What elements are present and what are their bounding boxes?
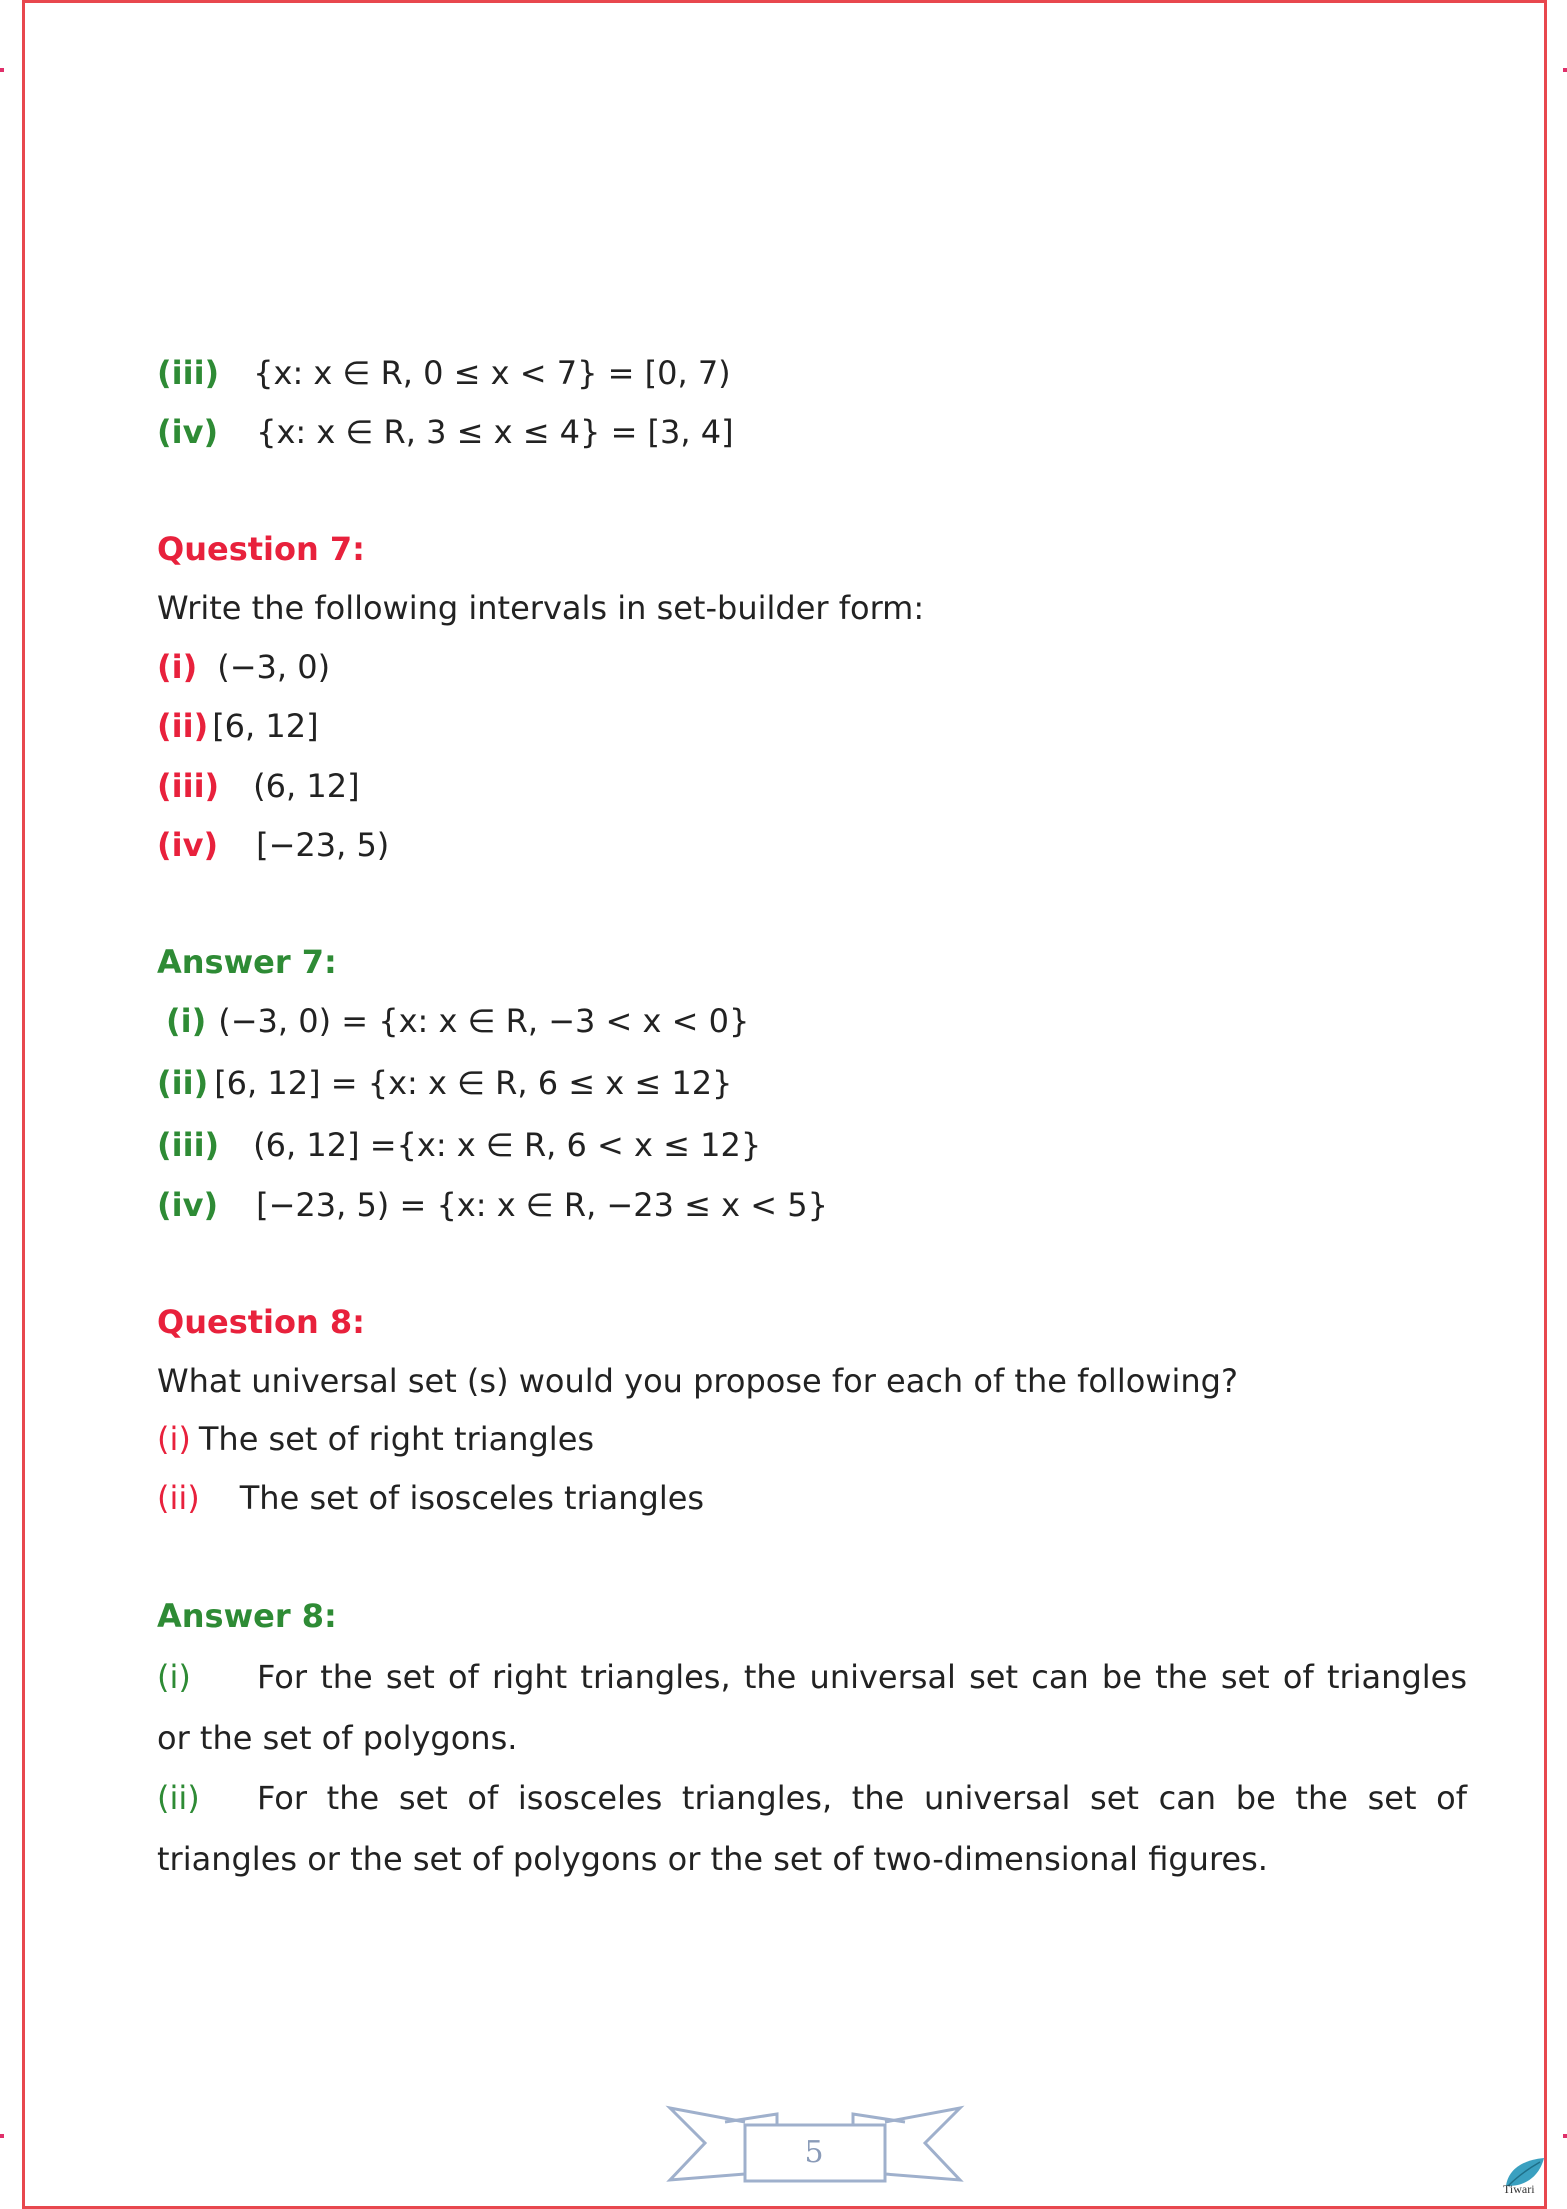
item-label: (i) (157, 1420, 191, 1458)
item-label: (iv) (157, 1186, 219, 1224)
crop-mark (0, 2134, 4, 2138)
question-7-item (157, 825, 389, 865)
answer-7-item (157, 1125, 761, 1165)
answer-8-item (157, 1647, 1467, 1769)
logo-text: Tiwari (1503, 2182, 1535, 2196)
answer-8-heading: Answer 8: (157, 1597, 337, 1635)
item-text: {x: x ∈ R, 3 ≤ x ≤ 4} = [3, 4] (256, 413, 734, 451)
item-text: {x: x ∈ R, 0 ≤ x < 7} = [0, 7) (253, 354, 731, 392)
question-8-prompt: What universal set (s) would you propose for each of the following? (157, 1362, 1238, 1400)
item-label: (ii) (157, 1064, 209, 1102)
answer-7-heading: Answer 7: (157, 943, 337, 981)
answer-7-item (166, 1001, 749, 1041)
item-text: For the set of isosceles triangles, the universal set can be the set of triangles or the set of polygons or the set of two-dimensional figures. (157, 1779, 1467, 1878)
item-text: (6, 12] (253, 767, 360, 805)
answer-8-item (157, 1768, 1467, 1890)
item-text: (−3, 0) = {x: x ∈ R, −3 < x < 0} (218, 1002, 750, 1040)
item-text: (6, 12] ={x: x ∈ R, 6 < x ≤ 12} (253, 1126, 762, 1164)
question-7-item (157, 647, 330, 687)
answer-7-item (157, 1063, 732, 1103)
item-label: (iv) (157, 826, 219, 864)
item-label: (iv) (157, 413, 219, 451)
item-label: (iii) (157, 354, 220, 392)
question-7-item (157, 706, 319, 746)
question-7-item (157, 766, 360, 806)
answer-7-item (157, 1185, 828, 1225)
item-text: For the set of right triangles, the universal set can be the set of triangles or the set of polygons. (157, 1658, 1467, 1757)
item-label: (ii) (157, 1779, 200, 1817)
item-label: (ii) (157, 1479, 200, 1517)
question-8-item (157, 1478, 704, 1518)
question-8-item (157, 1419, 594, 1459)
item-label: (i) (157, 648, 198, 686)
page-number: 5 (804, 2135, 824, 2170)
item-text: [6, 12] (212, 707, 319, 745)
item-text: The set of isosceles triangles (239, 1479, 705, 1517)
crop-mark (1563, 2134, 1567, 2138)
item-label: (iii) (157, 767, 220, 805)
item-label: (ii) (157, 707, 209, 745)
prev-answer-item (157, 353, 731, 393)
item-text: [−23, 5) = {x: x ∈ R, −23 ≤ x < 5} (256, 1186, 828, 1224)
crop-mark (0, 68, 4, 72)
item-text: (−3, 0) (217, 648, 331, 686)
item-label: (i) (157, 1658, 191, 1696)
crop-mark (1563, 68, 1567, 72)
item-text: The set of right triangles (198, 1420, 595, 1458)
question-8-heading: Question 8: (157, 1303, 365, 1341)
question-7-prompt: Write the following intervals in set-builder form: (157, 589, 925, 627)
item-label: (i) (166, 1002, 207, 1040)
question-7-heading: Question 7: (157, 530, 365, 568)
item-text: [6, 12] = {x: x ∈ R, 6 ≤ x ≤ 12} (214, 1064, 733, 1102)
prev-answer-item (157, 412, 734, 452)
item-text: [−23, 5) (256, 826, 390, 864)
item-label: (iii) (157, 1126, 220, 1164)
